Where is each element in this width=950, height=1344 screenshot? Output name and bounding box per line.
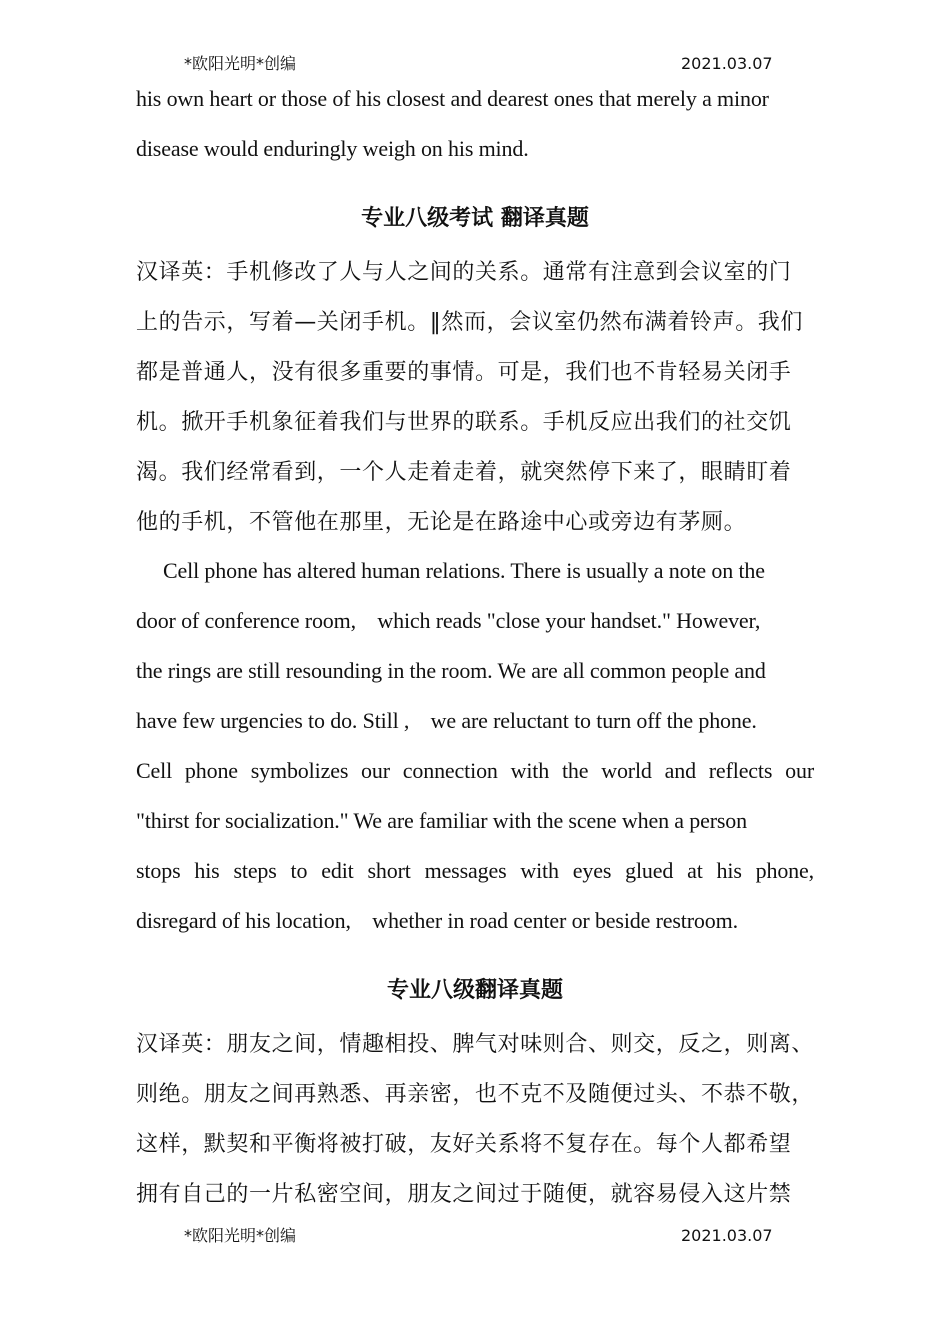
footer-date: 2021.03.07 — [681, 1226, 773, 1245]
section1-english-line: door of conference room, which reads "close your handset." However, — [136, 608, 761, 633]
section1-english-line: Cell phone symbolizes our connection with the world and reflects our — [136, 758, 814, 783]
section1-chinese-line: 机。掀开手机象征着我们与世界的联系。手机反应出我们的社交饥 — [136, 410, 792, 435]
intro-line: disease would enduringly weigh on his mind. — [136, 136, 529, 161]
section1-english-line: the rings are still resounding in the room. We are all common people and — [136, 658, 766, 683]
section2-chinese-line: 这样，默契和平衡将被打破，友好关系将不复存在。每个人都希望 — [136, 1132, 792, 1157]
section1-title: 专业八级考试 翻译真题 — [361, 206, 589, 231]
section1-chinese-line: 都是普通人，没有很多重要的事情。可是，我们也不肯轻易关闭手 — [136, 360, 792, 385]
intro-line: his own heart or those of his closest and dearest ones that merely a minor — [136, 86, 769, 111]
footer-author: *欧阳光明*创编 — [184, 1226, 297, 1245]
section1-english-line: disregard of his location, whether in road center or beside restroom. — [136, 908, 738, 933]
section1-chinese-line: 汉译英：手机修改了人与人之间的关系。通常有注意到会议室的门 — [136, 260, 792, 285]
section1-english-line: "thirst for socialization." We are familiar with the scene when a person — [136, 808, 747, 833]
header-author: *欧阳光明*创编 — [184, 54, 297, 73]
section2-chinese-line: 拥有自己的一片私密空间，朋友之间过于随便，就容易侵入这片禁 — [136, 1182, 792, 1207]
section1-english-line: stops his steps to edit short messages with eyes glued at his phone, — [136, 858, 814, 883]
section1-chinese-line: 上的告示，写着—关闭手机。‖然而，会议室仍然布满着铃声。我们 — [136, 310, 804, 335]
header-date: 2021.03.07 — [681, 54, 773, 73]
section1-english-line: have few urgencies to do. Still , we are reluctant to turn off the phone. — [136, 708, 757, 733]
section2-chinese-line: 则绝。朋友之间再熟悉、再亲密，也不克不及随便过头、不恭不敬， — [136, 1082, 815, 1107]
section2-chinese-line: 汉译英：朋友之间，情趣相投、脾气对味则合、则交，反之，则离、 — [136, 1032, 815, 1057]
section1-chinese-line: 渴。我们经常看到，一个人走着走着，就突然停下来了，眼睛盯着 — [136, 460, 792, 485]
section1-chinese-line: 他的手机，不管他在那里，无论是在路途中心或旁边有茅厕。 — [136, 510, 747, 535]
section2-title: 专业八级翻译真题 — [386, 978, 563, 1003]
section1-english-line: Cell phone has altered human relations. There is usually a note on the — [163, 558, 765, 583]
